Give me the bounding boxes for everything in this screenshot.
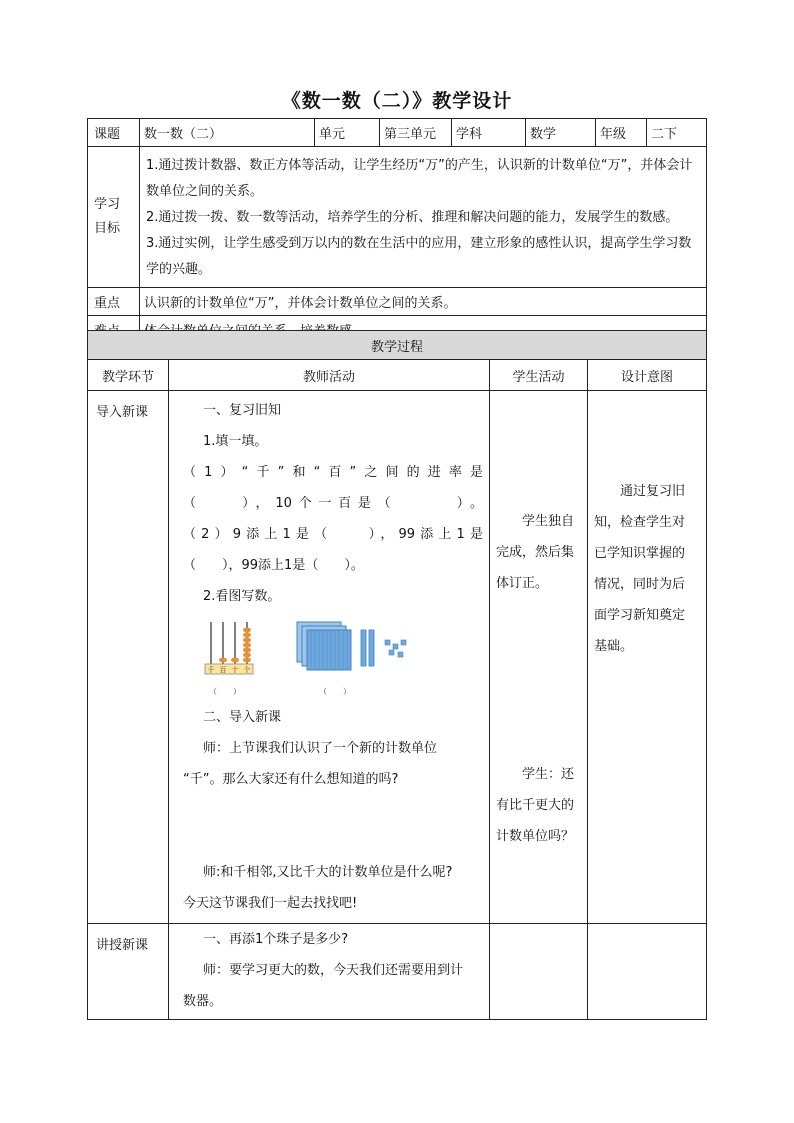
purpose-text: 情况，同时为后 [594, 577, 686, 592]
teacher-line: 今天这节课我们一起去找找吧! [183, 896, 358, 911]
key-point-text: 认识新的计数单位“万”，并体会计数单位之间的关系。 [140, 288, 707, 316]
purpose-text: 通过复习旧 [620, 484, 686, 499]
header-teacher: 教师活动 [169, 360, 490, 391]
topic-label: 课题 [88, 119, 140, 147]
abacus-label-hundred: 百 [219, 666, 227, 674]
blank-answer-2: （ ） [319, 687, 351, 696]
unit-cubes-icon [385, 640, 406, 657]
grade-label: 年级 [596, 119, 647, 147]
subject-label: 学科 [452, 119, 526, 147]
abacus-label-thousand: 千 [207, 666, 215, 674]
unit-label: 单元 [315, 119, 380, 147]
subject-value: 数学 [526, 119, 596, 147]
goal-item: 2.通过拨一拨、数一数等活动，培养学生的分析、推理和解决问题的能力，发展学生的数感。 [146, 210, 679, 225]
purpose-text: 已学知识掌握的 [594, 546, 686, 561]
process-title: 教学过程 [88, 331, 707, 360]
teacher-line: 数器。 [183, 994, 223, 1009]
teacher-line: 师：要学习更大的数，今天我们还需要用到计 [203, 963, 464, 978]
purpose-text: 知，检查学生对 [594, 515, 686, 530]
teacher-line: “千”。那么大家还有什么想知道的吗? [183, 772, 399, 787]
goals-label-line2: 目标 [94, 221, 121, 236]
abacus-label-ten: 十 [231, 666, 239, 674]
process-table [87, 330, 707, 1020]
student-text: 学生独自 [522, 514, 575, 529]
purpose-text: 基础。 [594, 639, 634, 654]
abacus-and-cubes-figure [169, 612, 490, 702]
teacher-activity-new [169, 924, 490, 1020]
key-point-label: 重点 [88, 288, 140, 316]
goals-content [140, 147, 707, 288]
purpose-text: 面学习新知奠定 [594, 608, 686, 623]
teacher-activity-intro [169, 391, 490, 924]
header-student: 学生活动 [490, 360, 588, 391]
blank-answer-1: （ ） [209, 687, 241, 696]
teacher-line: 师:和千相邻,又比千大的计数单位是什么呢? [203, 865, 453, 880]
goals-label [88, 147, 140, 288]
q1-heading: 1.填一填。 [203, 434, 268, 449]
teacher-line: 一、再添1个珠子是多少? [203, 932, 349, 947]
abacus-label-one: 个 [243, 666, 251, 674]
figure-area [169, 612, 489, 702]
review-heading: 一、复习旧知 [203, 403, 282, 418]
student-activity-intro [490, 391, 588, 924]
header-stage: 教学环节 [88, 360, 169, 391]
info-table [87, 118, 707, 344]
student-text: 计数单位吗？ [496, 829, 575, 844]
header-purpose: 设计意图 [588, 360, 707, 391]
stage-intro: 导入新课 [88, 391, 169, 924]
student-text: 完成，然后集 [496, 545, 575, 560]
student-text: 体订正。 [496, 576, 549, 591]
page-title: 《数一数（二）》教学设计 [281, 90, 513, 112]
goals-label-line1: 学习 [94, 197, 121, 212]
topic-value: 数一数（二） [140, 119, 315, 147]
grade-value: 二下 [647, 119, 707, 147]
q1-line: （ ），99添上1是（ ）。 [183, 558, 364, 573]
goal-item: 1.通过拨计数器、数正方体等活动，让学生经历“万”的产生，认识新的计数单位“万”，并体会计数单位之间的关系。 [146, 158, 693, 199]
design-purpose-new [588, 924, 707, 1020]
unit-value: 第三单元 [380, 119, 452, 147]
student-text: 学生：还 [522, 767, 575, 782]
q2-heading: 2.看图写数。 [203, 589, 281, 604]
q1-line: （ ），10个一百是（ ）。 [183, 496, 483, 511]
student-activity-new [490, 924, 588, 1020]
q1-line: （2）9添上1是（ ），99添上1是 [183, 527, 483, 542]
q1-line: （1）“千”和“百”之间的进率是 [183, 465, 483, 480]
stage-new-lesson: 讲授新课 [88, 924, 169, 1020]
design-purpose-intro [588, 391, 707, 924]
thousand-cubes-icon [297, 622, 351, 670]
intro-heading: 二、导入新课 [203, 710, 282, 725]
ten-rods-icon [361, 630, 374, 666]
goal-item: 3.通过实例，让学生感受到万以内的数在生活中的应用，建立形象的感性认识，提高学生学习数学的兴趣。 [146, 236, 692, 277]
student-text: 有比千更大的 [496, 798, 575, 813]
teacher-line: 师：上节课我们认识了一个新的计数单位 [203, 741, 438, 756]
